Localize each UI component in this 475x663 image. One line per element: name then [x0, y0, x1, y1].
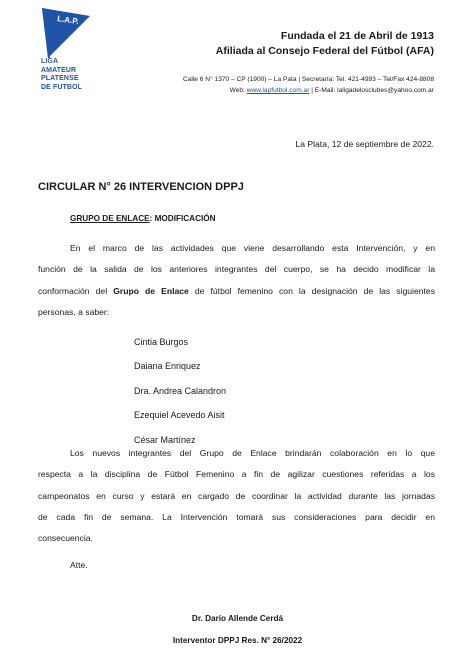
paragraph-intro — [38, 238, 435, 323]
list-item: César Martínez — [134, 434, 196, 445]
pennant-flag-icon — [38, 6, 98, 62]
logo-line: LIGA — [41, 58, 59, 65]
paragraph-line: En el marco de las actividades que viene desarrollando esta Intervención, y en — [70, 243, 435, 253]
signatory-role: Interventor DPPJ Res. N° 26/2022 — [172, 636, 303, 645]
paragraph-line: respecta a la disciplina de Fútbol Femenino a fin de agilizar cuestiones referidas a los — [38, 469, 435, 480]
paragraph-line: de cada fin de semana. La Intervención tomará sus consideraciones para decidir en — [38, 511, 435, 522]
paragraph-line: Los nuevos integrantes del Grupo de Enlace brindarán colaboración en lo que — [70, 448, 435, 458]
subject-rest: : MODIFICACIÓN — [149, 214, 216, 223]
league-logo — [38, 6, 98, 98]
paragraph-line: personas, a saber: — [38, 306, 110, 317]
address-line: Calle 6 N° 1370 – CP (1900) – La Pata | Secretaría: Tel. 421-4993 – Tel/Fax 424-8808 — [182, 76, 434, 83]
text-run: conformación del — [38, 285, 114, 296]
list-item: Cintia Burgos — [134, 337, 189, 347]
subject-underlined: GRUPO DE ENLACE — [70, 214, 150, 223]
website-link[interactable]: www.lapfutbol.com.ar — [246, 87, 310, 94]
email-text: | E-Mail: laligadelosclubes@yahoo.com.ar — [311, 87, 434, 94]
text-run: de fútbol femenino con la designación de las siguientes — [188, 285, 435, 296]
logo-line: PLATENSE — [41, 75, 79, 83]
affiliation: Afiliada al Consejo Federal del Fútbol (AFA) — [215, 45, 434, 57]
signatory-name: Dr. Darío Allende Cerdá — [191, 614, 284, 623]
paragraph-details — [38, 443, 435, 549]
paragraph-line: función de la salida de los anteriores integrantes del cuerpo, se ha decido modificar la — [38, 264, 435, 275]
paragraph-line: campeonatos en curso y estará en cargado de coordinar la actividad durante las jornadas — [38, 490, 435, 501]
paragraph-line: consecuencia. — [38, 533, 93, 544]
paragraph-line — [38, 281, 435, 302]
web-label: Web: — [229, 87, 245, 94]
logo-wordmark — [41, 58, 101, 92]
logo-initials: L.A.P. — [56, 14, 80, 26]
circular-title: CIRCULAR N° 26 INTERVENCION DPPJ — [38, 181, 244, 193]
letter-date: La Plata, 12 de septiembre de 2022. — [295, 139, 434, 149]
closing: Atte. — [70, 560, 88, 570]
subject-line — [70, 214, 216, 223]
bold-run: Grupo de Enlace — [113, 285, 189, 296]
web-email-line — [230, 87, 434, 94]
logo-line: DE FUTBOL — [41, 83, 82, 91]
logo-line: AMATEUR — [41, 66, 77, 74]
list-item: Ezequiel Acevedo Aisit — [134, 410, 225, 421]
designated-people-list — [134, 330, 226, 452]
list-item: Daiana Enriquez — [134, 361, 201, 372]
founding-date: Fundada el 21 de Abril de 1913 — [280, 30, 434, 42]
list-item: Dra. Andrea Calandron — [134, 385, 227, 396]
